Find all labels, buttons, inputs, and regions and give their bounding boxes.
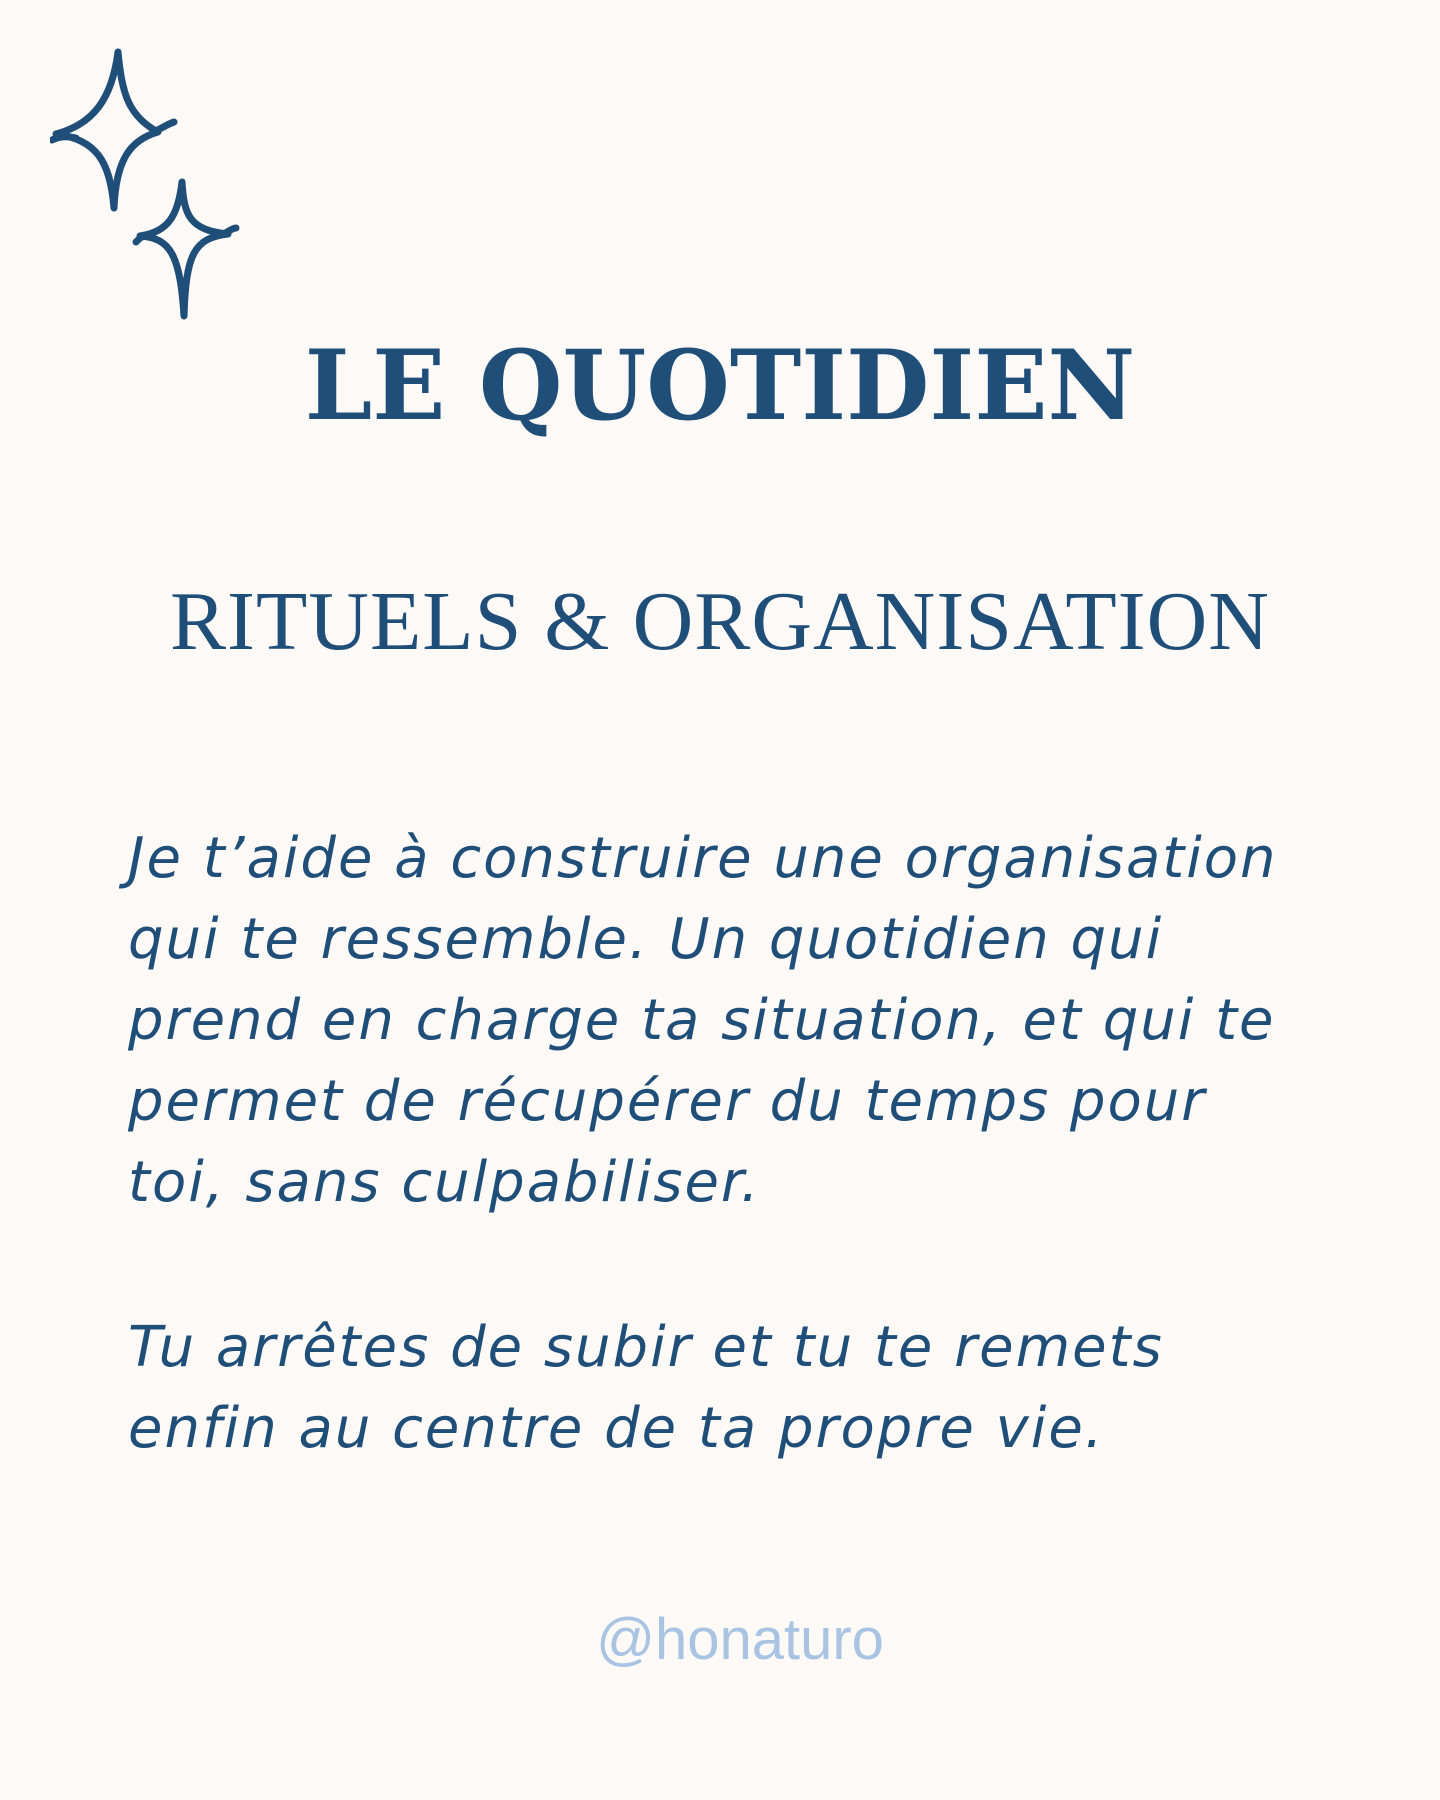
sparkles-icon [50, 48, 240, 323]
paragraph-line: enfin au centre de ta propre vie. [128, 1396, 1105, 1461]
paragraph-line: Je t’aide à construire une organisation [128, 826, 1278, 891]
intro-paragraph [128, 818, 1348, 1223]
paragraph-line: qui te ressemble. Un quotidien qui [128, 907, 1164, 972]
page-title: LE QUOTIDIEN [304, 329, 1136, 442]
paragraph-line: toi, sans culpabiliser. [128, 1150, 761, 1215]
closing-paragraph [128, 1307, 1348, 1469]
paragraph-line: prend en charge ta situation, et qui te [128, 988, 1276, 1053]
paragraph-line: Tu arrêtes de subir et tu te remets [128, 1315, 1164, 1380]
page-subtitle: RITUELS & ORGANISATION [170, 575, 1270, 668]
paragraph-line: permet de récupérer du temps pour [128, 1069, 1207, 1134]
social-handle: @honaturo [596, 1607, 884, 1672]
